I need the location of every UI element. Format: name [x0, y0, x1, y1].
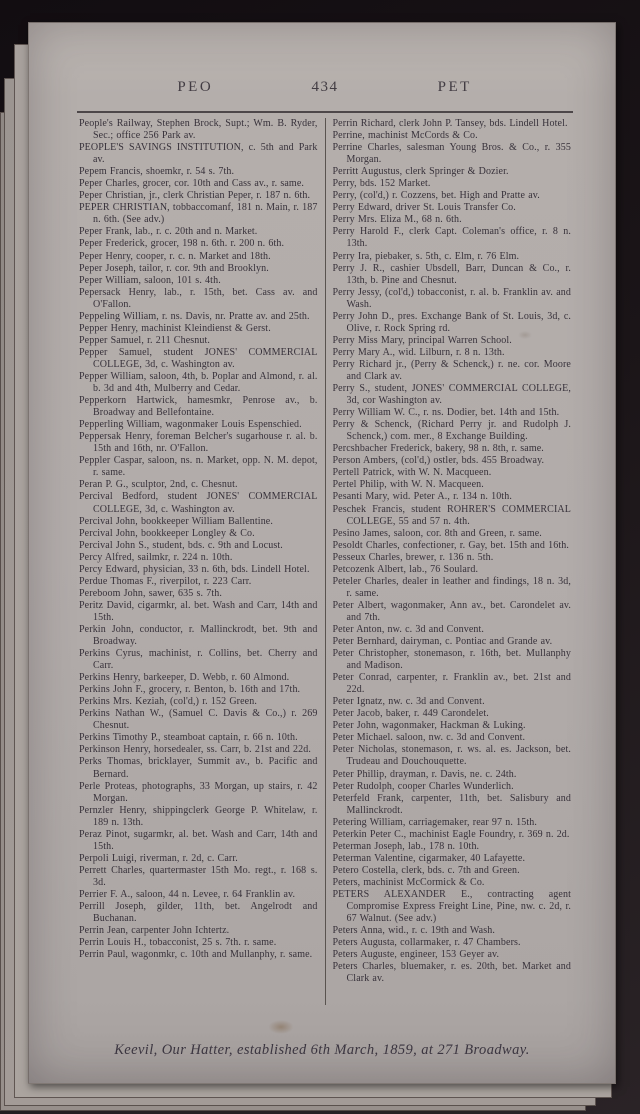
directory-entry: Perrine, machinist McCords & Co. — [332, 130, 478, 142]
running-head-left: PEO — [177, 79, 214, 95]
directory-entry: Peters Augusta, collarmaker, r. 47 Chambers. — [332, 937, 521, 949]
directory-entry: Perry John D., pres. Exchange Bank of St. Louis, 3d, c. Olive, r. Rock Spring rd. — [332, 310, 571, 334]
directory-entry: Percival John S., student, bds. c. 9th and Locust. — [79, 539, 283, 551]
directory-entry: Peter Rudolph, cooper Charles Wunderlich. — [332, 780, 514, 792]
directory-entry: Peper Frank, lab., r. c. 20th and n. Market. — [79, 226, 258, 238]
directory-entry: Peraz Pinot, sugarmkr, al. bet. Wash and Carr, 14th and 15th. — [79, 828, 318, 852]
directory-entry: Perry & Schenck, (Richard Perry jr. and Rudolph J. Schenck,) com. mer., 8 Exchange Building. — [332, 419, 571, 443]
directory-entry: Perpoli Luigi, riverman, r. 2d, c. Carr. — [79, 852, 238, 864]
directory-entry: Peters Anna, wid., r. c. 19th and Wash. — [332, 925, 495, 937]
directory-entry: Peper William, saloon, 101 s. 4th. — [79, 274, 221, 286]
directory-entry: Perdue Thomas F., riverpilot, r. 223 Carr. — [79, 575, 252, 587]
directory-entry: Perry J. R., cashier Ubsdell, Barr, Duncan & Co., r. 13th, b. Pine and Chesnut. — [332, 262, 571, 286]
directory-entry: Perry Mrs. Eliza M., 68 n. 6th. — [332, 214, 462, 226]
directory-entry: Petero Costella, clerk, bds. c. 7th and Green. — [332, 864, 520, 876]
directory-entry: Peterman Joseph, lab., 178 n. 10th. — [332, 840, 480, 852]
directory-entry: Perrin Jean, carpenter John Ichtertz. — [79, 925, 230, 937]
directory-page — [28, 22, 616, 1084]
directory-entry: Perkinson Henry, horsedealer, ss. Carr, b. 21st and 22d. — [79, 744, 312, 756]
directory-entry: Peteler Charles, dealer in leather and findings, 18 n. 3d, r. same. — [332, 575, 571, 599]
directory-entry: Pepper Henry, machinist Kleindienst & Gerst. — [79, 322, 271, 334]
directory-entry: Pertel Philip, with W. N. Macqueen. — [332, 479, 484, 491]
page-number: 434 — [311, 79, 339, 95]
directory-entry: Perkins Nathan W., (Samuel C. Davis & Co.,) r. 269 Chesnut. — [79, 708, 318, 732]
directory-entry: Peterkin Peter C., machinist Eagle Foundry, r. 369 n. 2d. — [332, 828, 570, 840]
directory-entry: Perry Richard jr., (Perry & Schenck,) r. ne. cor. Moore and Clark av. — [332, 358, 571, 382]
directory-entry: Perrier F. A., saloon, 44 n. Levee, r. 64 Franklin av. — [79, 889, 296, 900]
directory-entry: Petcozenk Albert, lab., 76 Soulard. — [332, 563, 479, 575]
directory-entry: Perry S., student, JONES' COMMERCIAL COLLEGE, 3d, cor Washington av. — [332, 383, 571, 407]
directory-entry: Pesino James, saloon, cor. 8th and Green, r. same. — [332, 527, 542, 539]
directory-entry: Peper Henry, cooper, r. c. n. Market and 18th. — [79, 250, 271, 262]
directory-entry: PEOPLE'S SAVINGS INSTITUTION, c. 5th and Park av. — [79, 142, 318, 166]
directory-entry: Perry Mary A., wid. Lilburn, r. 8 n. 13th. — [332, 346, 505, 358]
directory-entry: Peschek Francis, student ROHRER'S COMMERCIAL COLLEGE, 55 and 57 n. 4th. — [332, 503, 571, 527]
right-column — [333, 118, 572, 1005]
directory-entry: Peter John, wagonmaker, Hackman & Luking. — [332, 720, 526, 732]
directory-entry: Percival Bedford, student JONES' COMMERCIAL COLLEGE, 3d, c. Washington av. — [79, 491, 318, 515]
footer-advertisement: Keevil, Our Hatter, established 6th March, 1859, at 271 Broadway. — [114, 1042, 530, 1058]
directory-entry: Peters, machinist McCormick & Co. — [332, 876, 485, 888]
directory-entry: Pertell Patrick, with W. N. Macqueen. — [332, 467, 492, 479]
directory-entry: Perkins John F., grocery, r. Benton, b. 16th and 17th. — [79, 684, 301, 696]
directory-entry: Pepem Francis, shoemkr, r. 54 s. 7th. — [79, 166, 235, 178]
directory-entry: Pesoldt Charles, confectioner, r. Gay, bet. 15th and 16th. — [332, 539, 570, 551]
header-rule — [77, 111, 573, 113]
directory-entry: Peters Charles, bluemaker, r. es. 20th, bet. Market and Clark av. — [332, 961, 571, 985]
directory-entry: Perry Miss Mary, principal Warren School. — [332, 334, 512, 346]
directory-entry: Perry William W. C., r. ns. Dodier, bet. 14th and 15th. — [332, 407, 560, 419]
directory-entry: Pepperling William, wagonmaker Louis Espenschied. — [79, 419, 302, 431]
directory-entry: PEPER CHRISTIAN, tobbaccomanf, 181 n. Main, r. 187 n. 6th. (See adv.) — [79, 202, 318, 226]
directory-entry: Peter Christopher, stonemason, r. 16th, bet. Mullanphy and Madison. — [332, 648, 571, 672]
directory-entry: Peppeling William, r. ns. Davis, nr. Pratte av. and 25th. — [79, 310, 310, 322]
directory-entry: Peterman Valentine, cigarmaker, 40 Lafayette. — [332, 852, 526, 864]
running-head — [79, 79, 571, 96]
directory-entry: Perkins Mrs. Keziah, (col'd,) r. 152 Green. — [79, 696, 257, 708]
directory-entry: Peran P. G., sculptor, 2nd, c. Chesnut. — [79, 479, 238, 491]
directory-entry: Perrett Charles, quartermaster 15th Mo. regt., r. 168 s. 3d. — [79, 864, 318, 888]
directory-entry: Peter Albert, wagonmaker, Ann av., bet. Carondelet av. and 7th. — [332, 599, 571, 623]
directory-entry: Perkins Timothy P., steamboat captain, r. 66 n. 10th. — [79, 732, 298, 744]
directory-entry: Peter Anton, nw. c. 3d and Convent. — [332, 623, 485, 635]
directory-entry: Percshbacher Frederick, bakery, 98 n. 8th, r. same. — [332, 443, 544, 455]
directory-entry: Peterfeld Frank, carpenter, 11th, bet. Salisbury and Mallinckrodt. — [332, 792, 571, 816]
directory-entry: Pepersack Henry, lab., r. 15th, bet. Cass av. and O'Fallon. — [79, 286, 318, 310]
directory-entry: Perks Thomas, bricklayer, Summit av., b. Pacific and Bernard. — [79, 756, 318, 780]
directory-entry: Pesanti Mary, wid. Peter A., r. 134 n. 10th. — [332, 491, 512, 503]
directory-entry: Perry Jessy, (col'd,) tobacconist, r. al. b. Franklin av. and Wash. — [332, 286, 571, 310]
directory-entry: Pepperkorn Hartwick, hamesmkr, Penrose av., b. Broadway and Bellefontaine. — [79, 395, 318, 419]
directory-entry: Peritz David, cigarmkr, al. bet. Wash and Carr, 14th and 15th. — [79, 599, 318, 623]
directory-entry: Perrill Joseph, gilder, 11th, bet. Angelrodt and Buchanan. — [79, 901, 318, 925]
directory-entry: People's Railway, Stephen Brock, Supt.; Wm. B. Ryder, Sec.; office 256 Park av. — [79, 118, 318, 142]
directory-columns — [79, 118, 571, 1005]
directory-entry: Perry, bds. 152 Market. — [332, 178, 431, 190]
directory-entry: Peter Phillip, drayman, r. Davis, ne. c. 24th. — [332, 768, 517, 780]
directory-entry: Pesseux Charles, brewer, r. 136 n. 5th. — [332, 551, 494, 563]
directory-entry: Percy Edward, physician, 33 n. 6th, bds. Lindell Hotel. — [79, 563, 310, 575]
directory-entry: Perritt Augustus, clerk Springer & Dozier. — [332, 166, 509, 178]
directory-entry: Peter Nicholas, stonemason, r. ws. al. es. Jackson, bet. Trudeau and Douchouquette. — [332, 744, 571, 768]
directory-entry: Pereboom John, sawer, 635 s. 7th. — [79, 587, 222, 599]
directory-entry: Perry Edward, driver St. Louis Transfer Co. — [332, 202, 516, 214]
directory-entry: Peppersak Henry, foreman Belcher's sugarhouse r. al. b. 15th and 16th, nr. O'Fallon. — [79, 431, 318, 455]
directory-entry: Peter Conrad, carpenter, r. Franklin av., bet. 21st and 22d. — [332, 672, 571, 696]
directory-entry: Perle Proteas, photographs, 33 Morgan, up stairs, r. 42 Morgan. — [79, 780, 318, 804]
directory-entry: Peper Christian, jr., clerk Christian Peper, r. 187 n. 6th. — [79, 190, 311, 202]
directory-entry: Peter Jacob, baker, r. 449 Carondelet. — [332, 708, 489, 720]
directory-entry: PETERS ALEXANDER E., contracting agent Compromise Express Freight Line, Pine, nw. c. 2d, r. 67 Walnut. (See adv.) — [332, 889, 571, 925]
directory-entry: Percy Alfred, sailmkr, r. 224 n. 10th. — [79, 551, 233, 563]
directory-entry: Pernzler Henry, shippingclerk George P. Whitelaw, r. 189 n. 13th. — [79, 804, 318, 828]
directory-entry: Peter Michael. saloon, nw. c. 3d and Convent. — [332, 732, 526, 744]
directory-entry: Perkins Henry, barkeeper, D. Webb, r. 60 Almond. — [79, 672, 290, 684]
directory-entry: Peters Auguste, engineer, 153 Geyer av. — [332, 949, 500, 961]
directory-entry: Percival John, bookkeeper William Ballentine. — [79, 515, 273, 527]
directory-entry: Peter Ignatz, nw. c. 3d and Convent. — [332, 696, 485, 708]
directory-entry: Peper Charles, grocer, cor. 10th and Cass av., r. same. — [79, 178, 304, 190]
directory-entry: Perkin John, conductor, r. Mallinckrodt, bet. 9th and Broadway. — [79, 623, 318, 648]
directory-entry: Perrin Louis H., tobacconist, 25 s. 7th. r. same. — [79, 937, 277, 949]
left-column — [79, 118, 318, 1005]
directory-entry: Person Ambers, (col'd,) ostler, bds. 455 Broadway. — [332, 455, 545, 467]
directory-entry: Perry, (col'd,) r. Cozzens, bet. High and Pratte av. — [332, 190, 540, 202]
directory-entry: Peter Bernhard, dairyman, c. Pontiac and Grande av. — [332, 636, 553, 648]
directory-entry: Perrine Charles, salesman Young Bros. & Co., r. 355 Morgan. — [332, 142, 571, 166]
directory-entry: Percival John, bookkeeper Longley & Co. — [79, 527, 255, 539]
directory-entry: Perkins Cyrus, machinist, r. Collins, bet. Cherry and Carr. — [79, 648, 318, 672]
directory-entry: Pepper William, saloon, 4th, b. Poplar and Almond, r. al. b. 3d and 4th, Mulberry and Cedar. — [79, 370, 318, 395]
directory-entry: Peppler Caspar, saloon, ns. n. Market, opp. N. M. depot, r. same. — [79, 455, 318, 479]
directory-entry: Perry Harold F., clerk Capt. Coleman's office, r. 8 n. 13th. — [332, 226, 571, 250]
column-divider-rule — [325, 118, 326, 1005]
directory-entry: Perry Ira, piebaker, s. 5th, c. Elm, r. 76 Elm. — [332, 250, 520, 262]
directory-entry: Perrin Richard, clerk John P. Tansey, bds. Lindell Hotel. — [332, 118, 568, 129]
directory-entry: Petering William, carriagemaker, rear 97 n. 15th. — [332, 816, 537, 828]
directory-entry: Perrin Paul, wagonmkr, c. 10th and Mullanphy, r. same. — [79, 949, 313, 961]
directory-entry: Pepper Samuel, student JONES' COMMERCIAL COLLEGE, 3d, c. Washington av. — [79, 346, 318, 370]
directory-entry: Peper Frederick, grocer, 198 n. 6th. r. 200 n. 6th. — [79, 238, 285, 250]
directory-entry: Pepper Samuel, r. 211 Chesnut. — [79, 334, 211, 346]
running-head-right: PET — [437, 79, 472, 95]
directory-entry: Peper Joseph, tailor, r. cor. 9th and Brooklyn. — [79, 262, 269, 274]
